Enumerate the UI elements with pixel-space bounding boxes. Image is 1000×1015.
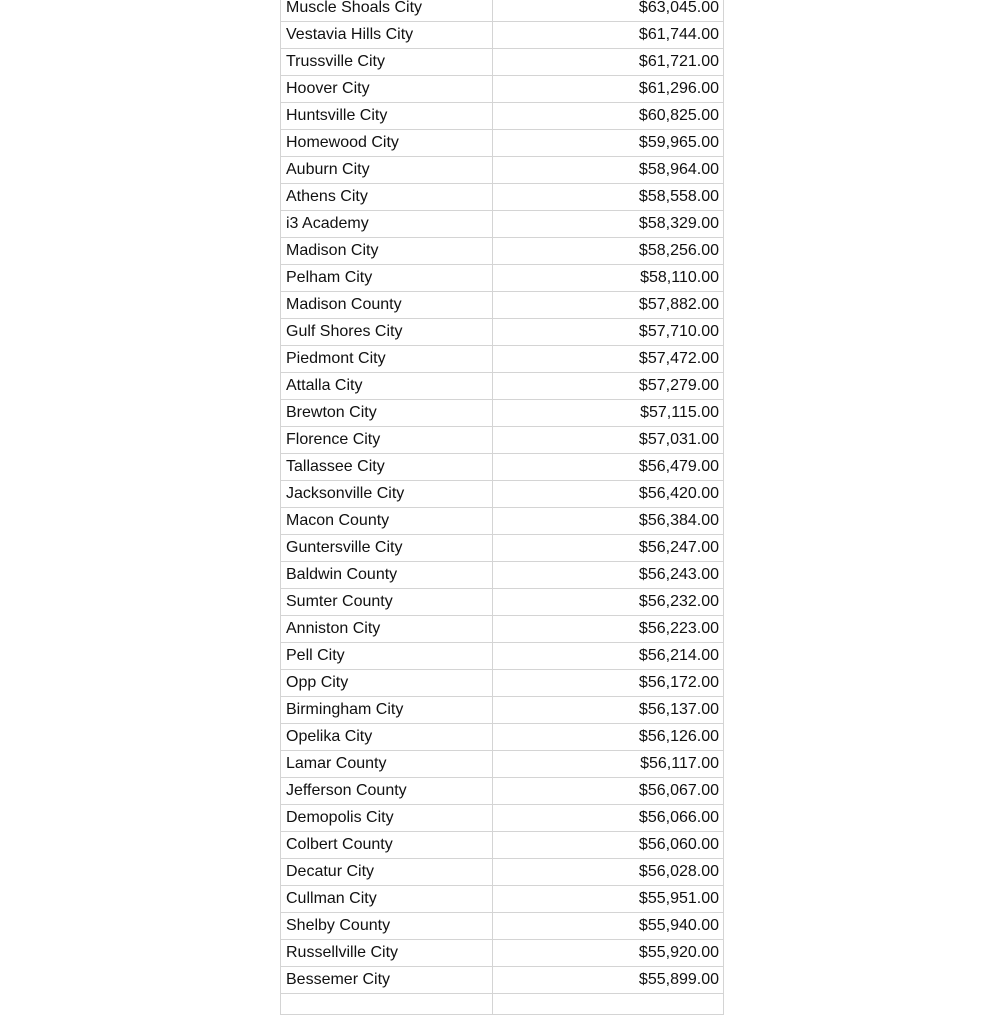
- table-row: [281, 103, 724, 130]
- salary-amount-cell[interactable]: $58,964.00: [493, 157, 724, 184]
- district-name-cell[interactable]: i3 Academy: [281, 211, 493, 238]
- table-row: [281, 130, 724, 157]
- salary-amount-cell[interactable]: $57,279.00: [493, 373, 724, 400]
- district-name-cell[interactable]: Gulf Shores City: [281, 319, 493, 346]
- table-row: [281, 724, 724, 751]
- table-row: [281, 859, 724, 886]
- district-name-cell[interactable]: Sumter County: [281, 589, 493, 616]
- table-row: [281, 589, 724, 616]
- district-name-cell[interactable]: Huntsville City: [281, 103, 493, 130]
- district-name-cell[interactable]: Florence City: [281, 427, 493, 454]
- salary-amount-cell[interactable]: $56,028.00: [493, 859, 724, 886]
- salary-amount-cell[interactable]: $56,060.00: [493, 832, 724, 859]
- salary-amount-cell[interactable]: $56,247.00: [493, 535, 724, 562]
- table-row: [281, 535, 724, 562]
- district-name-cell[interactable]: Guntersville City: [281, 535, 493, 562]
- district-name-cell[interactable]: Demopolis City: [281, 805, 493, 832]
- table-row: [281, 616, 724, 643]
- salary-amount-cell[interactable]: $61,296.00: [493, 76, 724, 103]
- salary-amount-cell[interactable]: $55,940.00: [493, 913, 724, 940]
- salary-amount-cell[interactable]: $56,137.00: [493, 697, 724, 724]
- salary-amount-cell[interactable]: $58,256.00: [493, 238, 724, 265]
- table-row: [281, 454, 724, 481]
- district-name-cell[interactable]: [281, 994, 493, 1015]
- salary-amount-cell[interactable]: $56,126.00: [493, 724, 724, 751]
- district-name-cell[interactable]: Muscle Shoals City: [281, 0, 493, 22]
- salary-amount-cell[interactable]: $56,067.00: [493, 778, 724, 805]
- district-name-cell[interactable]: Jacksonville City: [281, 481, 493, 508]
- salary-amount-cell[interactable]: $61,744.00: [493, 22, 724, 49]
- table-row: [281, 508, 724, 535]
- district-name-cell[interactable]: Anniston City: [281, 616, 493, 643]
- salary-amount-cell[interactable]: $56,232.00: [493, 589, 724, 616]
- district-name-cell[interactable]: Colbert County: [281, 832, 493, 859]
- table-row: [281, 778, 724, 805]
- table-row: [281, 76, 724, 103]
- salary-amount-cell[interactable]: $58,329.00: [493, 211, 724, 238]
- table-row: [281, 805, 724, 832]
- salary-amount-cell[interactable]: $57,710.00: [493, 319, 724, 346]
- district-name-cell[interactable]: Vestavia Hills City: [281, 22, 493, 49]
- table-row: [281, 346, 724, 373]
- table-row: [281, 238, 724, 265]
- district-name-cell[interactable]: Pelham City: [281, 265, 493, 292]
- table-row: [281, 751, 724, 778]
- salary-amount-cell[interactable]: $63,045.00: [493, 0, 724, 22]
- salary-amount-cell[interactable]: $55,920.00: [493, 940, 724, 967]
- district-name-cell[interactable]: Birmingham City: [281, 697, 493, 724]
- district-name-cell[interactable]: Lamar County: [281, 751, 493, 778]
- table-row: [281, 886, 724, 913]
- district-name-cell[interactable]: Homewood City: [281, 130, 493, 157]
- district-name-cell[interactable]: Opelika City: [281, 724, 493, 751]
- table-row: [281, 184, 724, 211]
- salary-table: [280, 0, 724, 1015]
- salary-amount-cell[interactable]: $56,214.00: [493, 643, 724, 670]
- salary-amount-cell[interactable]: $56,066.00: [493, 805, 724, 832]
- table-row: [281, 670, 724, 697]
- table-row: [281, 400, 724, 427]
- salary-amount-cell[interactable]: $55,899.00: [493, 967, 724, 994]
- table-row: [281, 562, 724, 589]
- table-row: [281, 427, 724, 454]
- salary-amount-cell[interactable]: $56,117.00: [493, 751, 724, 778]
- district-name-cell[interactable]: Madison County: [281, 292, 493, 319]
- salary-amount-cell[interactable]: $57,472.00: [493, 346, 724, 373]
- table-row: [281, 967, 724, 994]
- district-name-cell[interactable]: Bessemer City: [281, 967, 493, 994]
- table-row: [281, 292, 724, 319]
- district-name-cell[interactable]: Hoover City: [281, 76, 493, 103]
- district-name-cell[interactable]: Pell City: [281, 643, 493, 670]
- salary-amount-cell[interactable]: $61,721.00: [493, 49, 724, 76]
- salary-amount-cell[interactable]: $59,965.00: [493, 130, 724, 157]
- district-name-cell[interactable]: Madison City: [281, 238, 493, 265]
- district-name-cell[interactable]: Macon County: [281, 508, 493, 535]
- salary-amount-cell[interactable]: [493, 994, 724, 1015]
- salary-amount-cell[interactable]: $57,882.00: [493, 292, 724, 319]
- table-row: [281, 319, 724, 346]
- table-row: [281, 481, 724, 508]
- table-row: [281, 265, 724, 292]
- salary-amount-cell[interactable]: $56,420.00: [493, 481, 724, 508]
- salary-amount-cell[interactable]: $56,479.00: [493, 454, 724, 481]
- district-name-cell[interactable]: Decatur City: [281, 859, 493, 886]
- district-name-cell[interactable]: Athens City: [281, 184, 493, 211]
- table-row-partial: [281, 994, 724, 1015]
- table-row: [281, 697, 724, 724]
- table-row: [281, 913, 724, 940]
- table-body: [281, 0, 724, 1015]
- salary-amount-cell[interactable]: $60,825.00: [493, 103, 724, 130]
- salary-amount-cell[interactable]: $56,384.00: [493, 508, 724, 535]
- district-name-cell[interactable]: Cullman City: [281, 886, 493, 913]
- salary-amount-cell[interactable]: $57,031.00: [493, 427, 724, 454]
- district-name-cell[interactable]: Jefferson County: [281, 778, 493, 805]
- table-row: [281, 0, 724, 22]
- district-name-cell[interactable]: Russellville City: [281, 940, 493, 967]
- table-row: [281, 22, 724, 49]
- table-row: [281, 643, 724, 670]
- table-row: [281, 49, 724, 76]
- district-name-cell[interactable]: Opp City: [281, 670, 493, 697]
- salary-amount-cell[interactable]: $57,115.00: [493, 400, 724, 427]
- district-name-cell[interactable]: Trussville City: [281, 49, 493, 76]
- table-row: [281, 211, 724, 238]
- district-name-cell[interactable]: Auburn City: [281, 157, 493, 184]
- salary-amount-cell[interactable]: $56,243.00: [493, 562, 724, 589]
- district-name-cell[interactable]: Attalla City: [281, 373, 493, 400]
- table-row: [281, 157, 724, 184]
- salary-amount-cell[interactable]: $56,172.00: [493, 670, 724, 697]
- district-name-cell[interactable]: Shelby County: [281, 913, 493, 940]
- table-row: [281, 373, 724, 400]
- district-name-cell[interactable]: Brewton City: [281, 400, 493, 427]
- salary-amount-cell[interactable]: $55,951.00: [493, 886, 724, 913]
- district-name-cell[interactable]: Baldwin County: [281, 562, 493, 589]
- district-name-cell[interactable]: Piedmont City: [281, 346, 493, 373]
- salary-amount-cell[interactable]: $58,110.00: [493, 265, 724, 292]
- table-row: [281, 940, 724, 967]
- salary-amount-cell[interactable]: $56,223.00: [493, 616, 724, 643]
- district-name-cell[interactable]: Tallassee City: [281, 454, 493, 481]
- salary-amount-cell[interactable]: $58,558.00: [493, 184, 724, 211]
- table-row: [281, 832, 724, 859]
